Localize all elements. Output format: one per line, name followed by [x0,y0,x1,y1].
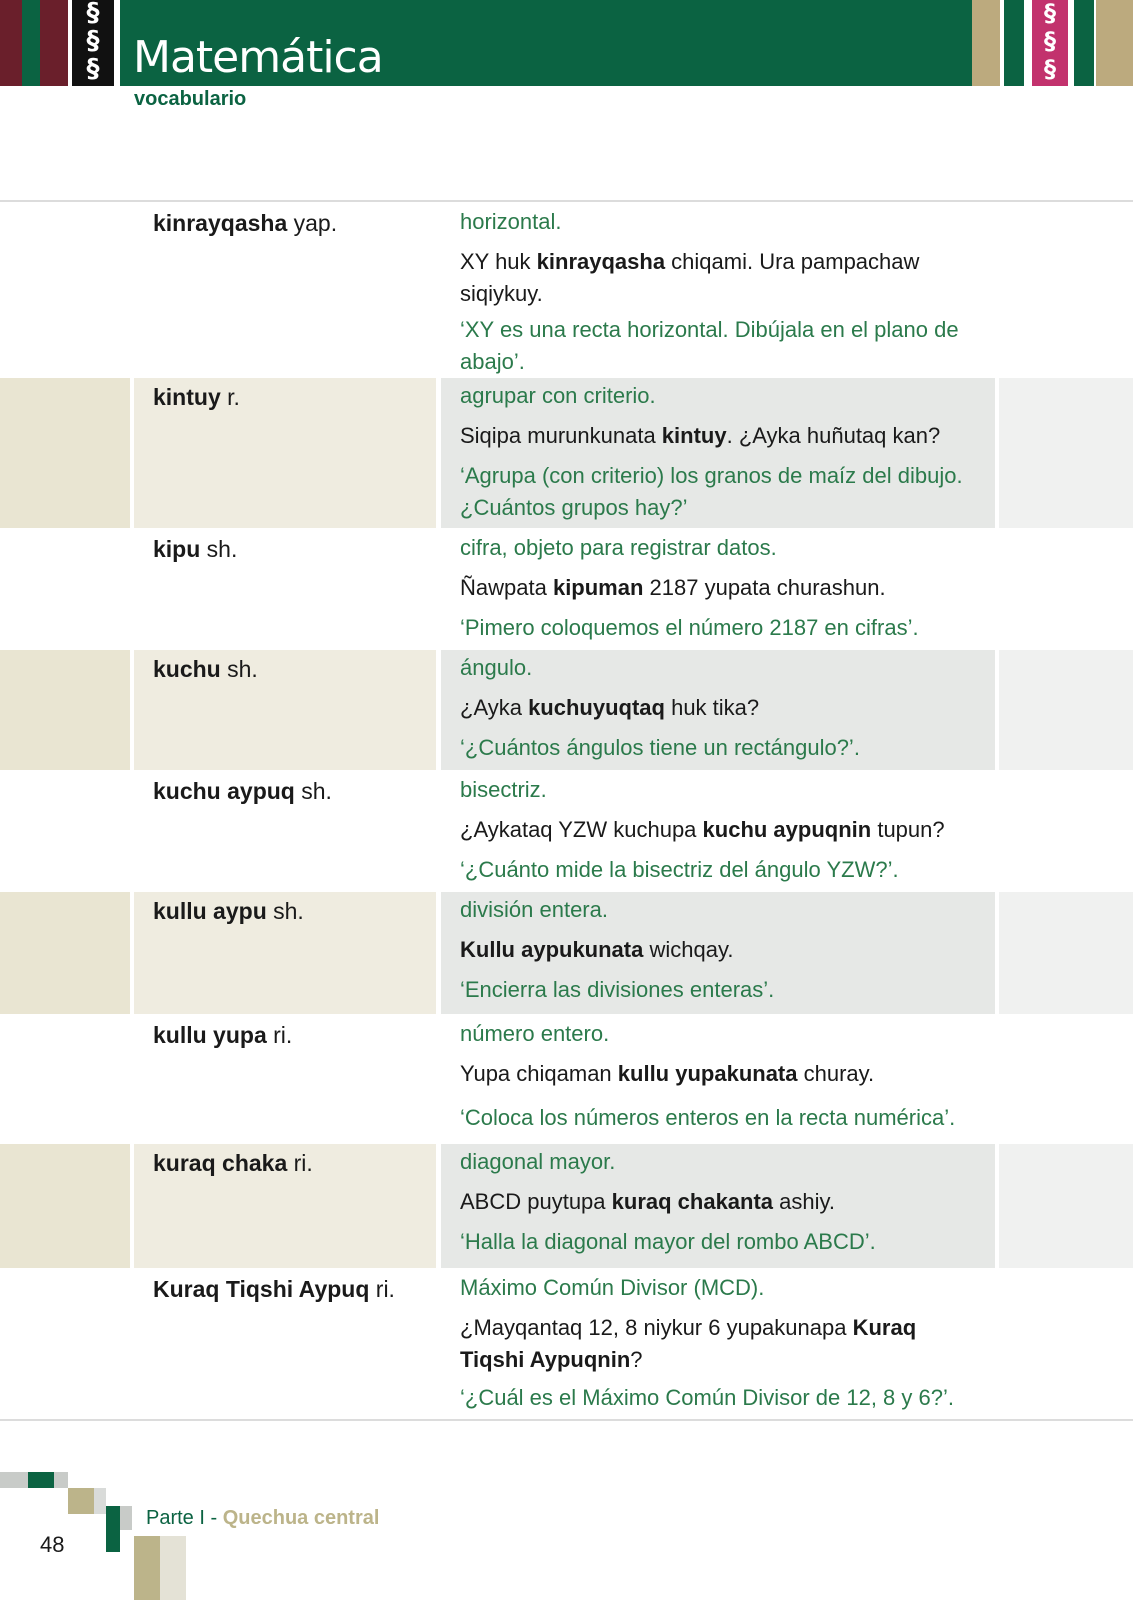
entry-translation-cont: ¿Cuántos grupos hay?’ [460,495,688,520]
entry-translation: ‘Coloca los números enteros en la recta numérica’. [460,1105,956,1130]
entry-translation: ‘¿Cuántos ángulos tiene un rectángulo?’. [460,735,860,760]
header-stripe [40,0,68,86]
entry-example: XY huk kinrayqasha chiqami. Ura pampachaw [460,249,920,274]
entry-example: ABCD puytupa kuraq chakanta ashiy. [460,1189,835,1214]
chevron-pattern-icon: § [86,0,100,28]
header-stripe [22,0,40,86]
entry-term: kinrayqasha yap. [153,210,338,236]
entry-definition: ángulo. [460,655,533,680]
table-row [0,892,1133,1014]
entry-definition: división entera. [460,897,608,922]
entry-translation: ‘¿Cuánto mide la bisectriz del ángulo YZW?’. [460,857,899,882]
footer-section-label: Parte I - Quechua central [146,1507,380,1529]
entry-example-cont: siqiykuy. [460,281,543,306]
entry-example: Yupa chiqaman kullu yupakunata churay. [460,1061,875,1086]
table-row [0,530,1133,648]
page-number: 48 [40,1532,65,1557]
chevron-pattern-icon: § [1044,0,1056,27]
header-stripe [1074,0,1094,86]
entry-definition: diagonal mayor. [460,1149,616,1174]
entry-example: ¿Aykataq YZW kuchupa kuchu aypuqnin tupun? [460,817,945,842]
footer-decoration [0,1472,28,1488]
entry-translation: ‘¿Cuál es el Máximo Común Divisor de 12, 8 y 6?’. [460,1385,954,1410]
entry-term: kuraq chaka ri. [153,1150,313,1176]
page-title: Matemática [133,32,383,83]
header-stripe [972,0,1000,86]
footer-decoration [160,1536,186,1600]
entry-example: Kullu aypukunata wichqay. [460,937,734,962]
chevron-pattern-icon: § [1044,27,1056,55]
header-stripe [0,0,22,86]
header-stripe [1004,0,1024,86]
entry-term: kullu yupa ri. [153,1022,293,1048]
entry-translation-cont: abajo’. [460,349,525,374]
entry-term: kullu aypu sh. [153,898,304,924]
entry-term: kipu sh. [153,536,238,562]
chevron-pattern-icon: § [86,26,100,56]
table-top-rule [0,200,1133,202]
entry-translation: ‘Halla la diagonal mayor del rombo ABCD’. [460,1229,876,1254]
footer-decoration [120,1506,132,1530]
page-subtitle: vocabulario [134,88,247,110]
entry-definition: horizontal. [460,209,562,234]
entry-example: ¿Mayqantaq 12, 8 niykur 6 yupakunapa Kuraq [460,1315,917,1340]
entry-definition: Máximo Común Divisor (MCD). [460,1275,765,1300]
header-stripe [1096,0,1133,86]
footer-decoration [28,1472,54,1488]
entry-definition: cifra, objeto para registrar datos. [460,535,777,560]
entry-translation: ‘Agrupa (con criterio) los granos de maíz del dibujo. [460,463,963,488]
footer-decoration [54,1472,68,1488]
entry-translation: ‘XY es una recta horizontal. Dibújala en el plano de [460,317,959,342]
entry-example: ¿Ayka kuchuyuqtaq huk tika? [460,695,760,720]
pattern-column-left [72,0,114,86]
table-row [0,378,1133,528]
entry-translation: ‘Encierra las divisiones enteras’. [460,977,775,1002]
entry-translation: ‘Pimero coloquemos el número 2187 en cifras’. [460,615,919,640]
footer-decoration [94,1488,106,1514]
table-row [0,1270,1133,1418]
entry-term: kintuy r. [153,384,240,410]
entry-definition: bisectriz. [460,777,547,802]
entry-definition: número entero. [460,1021,610,1046]
chevron-pattern-icon: § [86,54,100,84]
page-header [0,0,1133,86]
chevron-pattern-icon: § [1044,55,1056,83]
table-row [0,650,1133,770]
table-row [0,1016,1133,1142]
footer-decoration [106,1506,120,1552]
entry-term: kuchu aypuq sh. [153,778,332,804]
pattern-column-right [1032,0,1068,86]
entry-example-cont: Tiqshi Aypuqnin? [460,1347,643,1372]
entry-example: Ñawpata kipuman 2187 yupata churashun. [460,575,886,600]
entry-term: kuchu sh. [153,656,258,682]
entry-term: Kuraq Tiqshi Aypuq ri. [153,1276,395,1302]
footer-decoration [68,1488,94,1514]
entry-definition: agrupar con criterio. [460,383,656,408]
table-row [0,1144,1133,1268]
table-bottom-rule [0,1419,1133,1421]
entry-example: Siqipa murunkunata kintuy. ¿Ayka huñutaq kan? [460,423,941,448]
footer-decoration [134,1536,160,1600]
table-row [0,204,1133,376]
table-row [0,772,1133,890]
